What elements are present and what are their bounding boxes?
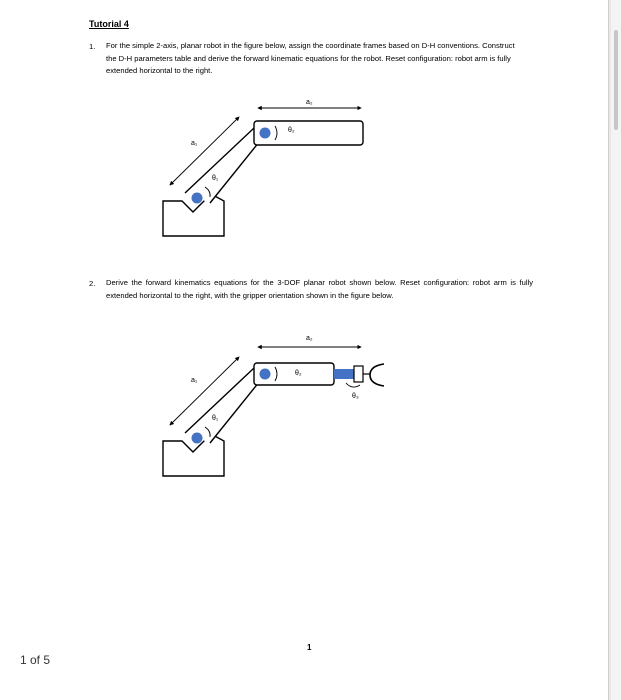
a2-label: a₂ <box>306 99 313 106</box>
joint-2 <box>260 128 271 139</box>
question-1-text: For the simple 2-axis, planar robot in the figure below, assign the coordinate frames based on D-H conventions. Construct the D-H parameters table and derive the forward kinematic equations for the robot. Reset configuration: robot arm is fully extended horizontal to the right. <box>106 41 515 75</box>
question-2-text: Derive the forward kinematics equations for the 3-DOF planar robot shown below. Reset configuration: robot arm is fully extended horizontal to the right, with the gripper orientation shown in the figure below. <box>106 278 533 300</box>
question-1-number: 1. <box>89 42 96 51</box>
theta-1-label: θ₁ <box>212 415 219 422</box>
figure-2-robot-diagram <box>150 325 395 485</box>
joint-2 <box>260 369 271 380</box>
scrollbar-thumb[interactable] <box>614 30 618 130</box>
gripper-jaw <box>370 364 384 386</box>
theta-2-label: θ₂ <box>295 370 302 377</box>
gripper-mount <box>354 366 363 382</box>
theta-2-label: θ₂ <box>288 127 295 134</box>
joint-1 <box>192 193 203 204</box>
a1-label: a₁ <box>191 140 198 147</box>
a2-label: a₂ <box>306 335 313 342</box>
a1-label: a₁ <box>191 377 198 384</box>
theta-1-label: θ₁ <box>212 175 219 182</box>
joint-1 <box>192 433 203 444</box>
page-number: 1 <box>307 643 312 652</box>
page-title: Tutorial 4 <box>89 19 129 29</box>
question-2-number: 2. <box>89 279 96 288</box>
page-indicator: 1 of 5 <box>20 653 51 667</box>
theta-3-arc <box>346 383 360 387</box>
theta-3-label: θ₃ <box>352 393 359 400</box>
scrollbar[interactable] <box>611 0 621 700</box>
figure-1-robot-diagram <box>150 90 380 245</box>
